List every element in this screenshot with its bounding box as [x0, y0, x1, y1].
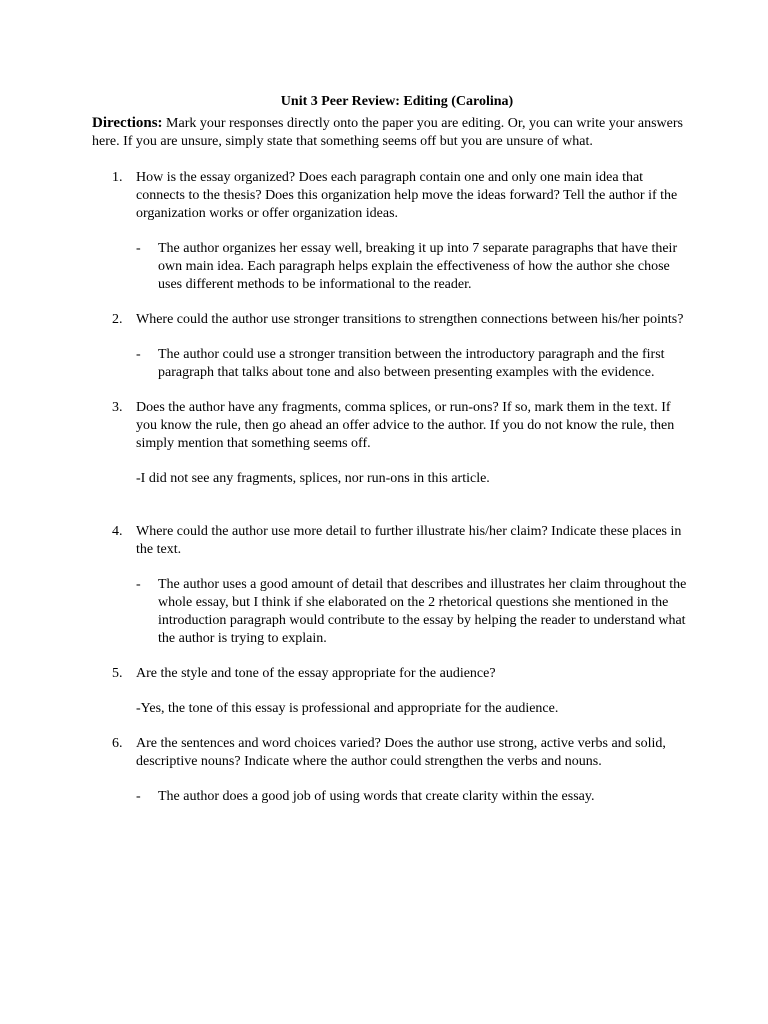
- question-number-3: 3.: [112, 400, 123, 415]
- directions-label: Directions:: [92, 115, 163, 131]
- question-number-6: 6.: [112, 736, 123, 751]
- question-number-5: 5.: [112, 666, 123, 681]
- answer-1: [92, 240, 688, 294]
- question-3: [92, 399, 688, 453]
- answer-4: [92, 576, 688, 648]
- question-number-2: 2.: [112, 312, 123, 327]
- answer-6: [92, 788, 688, 806]
- directions-text: Mark your responses directly onto the paper you are editing. Or, you can write your answers here. If you are unsure, simply state that something seems off but you are unsure of what.: [92, 116, 683, 149]
- question-item-1: [92, 169, 688, 294]
- question-text-2: Where could the author use stronger transitions to strengthen connections between his/her points?: [136, 312, 684, 327]
- answer-marker-1: -: [136, 241, 141, 256]
- question-item-2: [92, 311, 688, 382]
- answer-marker-4: -: [136, 577, 141, 592]
- answer-text-6: The author does a good job of using words that create clarity within the essay.: [158, 789, 595, 804]
- answer-text-2: The author could use a stronger transition between the introductory paragraph and the first paragraph that talks about tone and also between presenting examples with the evidence.: [158, 347, 665, 380]
- answer-marker-2: -: [136, 347, 141, 362]
- question-text-1: How is the essay organized? Does each paragraph contain one and only one main idea that connects to the thesis? Does this organization help move the ideas forward? Tell the author if the organization works or offer organization ideas.: [136, 170, 678, 221]
- question-5: [92, 665, 688, 683]
- answer-5: -Yes, the tone of this essay is professional and appropriate for the audience.: [136, 701, 559, 716]
- question-2: [92, 311, 688, 329]
- question-text-5: Are the style and tone of the essay appropriate for the audience?: [136, 666, 496, 681]
- question-item-6: [92, 735, 688, 806]
- answer-marker-6: -: [136, 789, 141, 804]
- question-item-5: [92, 665, 688, 718]
- question-6: [92, 735, 688, 771]
- answer-text-4: The author uses a good amount of detail that describes and illustrates her claim throughout the whole essay, but I think if she elaborated on the 2 rhetorical questions she mentioned in the introduction paragraph would contribute to the essay by helping the reader to understand what the author is trying to explain.: [158, 577, 687, 646]
- question-4: [92, 523, 688, 559]
- answer-2: [92, 346, 688, 382]
- question-item-3: [92, 399, 688, 488]
- question-number-1: 1.: [112, 170, 123, 185]
- question-item-4: [92, 523, 688, 648]
- answer-3: -I did not see any fragments, splices, nor run-ons in this article.: [136, 471, 490, 486]
- answer-text-1: The author organizes her essay well, breaking it up into 7 separate paragraphs that have their own main idea. Each paragraph helps explain the effectiveness of how the author she chose uses different methods to be informational to the reader.: [158, 241, 678, 292]
- directions: [92, 114, 688, 151]
- document-title: Unit 3 Peer Review: Editing (Carolina): [280, 94, 514, 109]
- question-text-4: Where could the author use more detail to further illustrate his/her claim? Indicate these places in the text.: [136, 524, 682, 557]
- question-number-4: 4.: [112, 524, 123, 539]
- question-1: [92, 169, 688, 223]
- question-text-6: Are the sentences and word choices varied? Does the author use strong, active verbs and solid, descriptive nouns? Indicate where the author could strengthen the verbs and nouns.: [136, 736, 666, 769]
- question-text-3: Does the author have any fragments, comma splices, or run-ons? If so, mark them in the text. If you know the rule, then go ahead an offer advice to the author. If you do not know the rule, then simply mention that something seems off.: [136, 400, 675, 451]
